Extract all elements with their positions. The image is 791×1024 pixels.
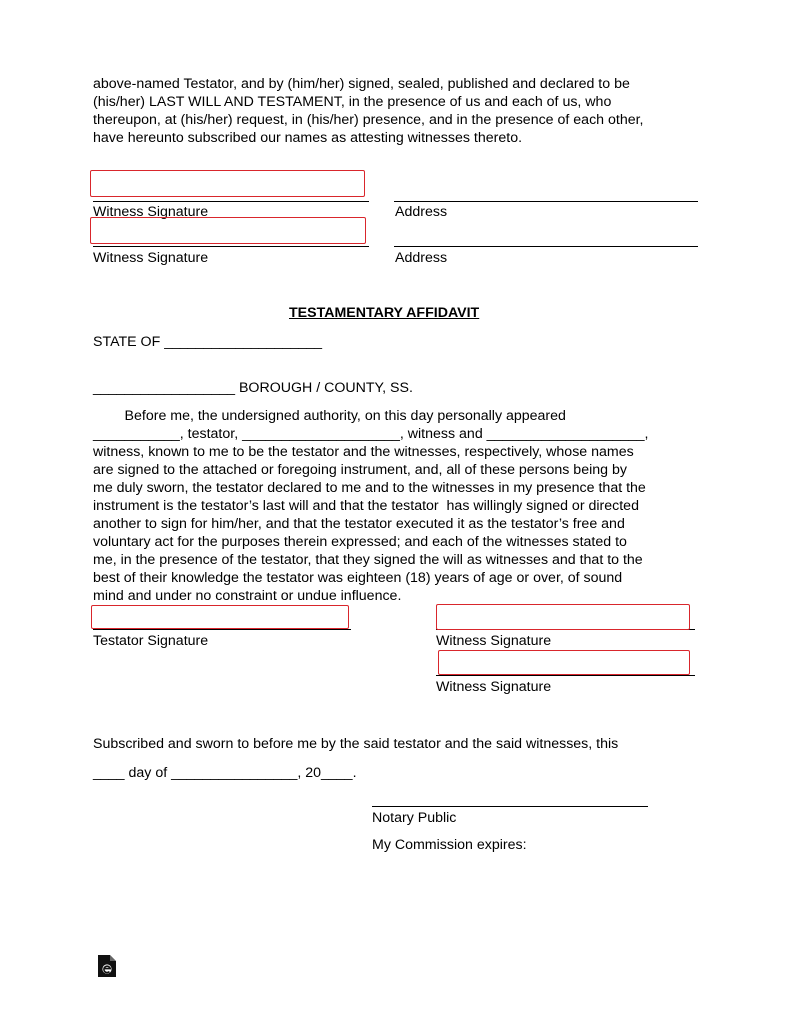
- affidavit-heading: TESTAMENTARY AFFIDAVIT: [289, 305, 480, 321]
- witness-signature-label-1: Witness Signature: [93, 204, 209, 220]
- date-line: ____ day of ________________, 20____.: [93, 765, 357, 781]
- testator-signature-field[interactable]: [91, 605, 349, 629]
- testator-signature-label: Testator Signature: [93, 633, 209, 649]
- commission-expires-label: My Commission expires:: [372, 837, 527, 853]
- witness-signature-label-4: Witness Signature: [436, 679, 552, 695]
- affidavit-line: ___________, testator, ____________________, witness and ____________________,: [93, 426, 649, 442]
- intro-line: (his/her) LAST WILL AND TESTAMENT, in the presence of us and each of us, who: [93, 94, 612, 110]
- affidavit-line: Before me, the undersigned authority, on this day personally appeared: [93, 408, 566, 424]
- affidavit-line: another to sign for him/her, and that the testator executed it as the testator’s free and: [93, 516, 625, 532]
- witness-signature-field-4[interactable]: [438, 650, 690, 675]
- witness-signature-field-3[interactable]: [436, 604, 690, 630]
- affidavit-line: mind and under no constraint or undue influence.: [93, 588, 402, 604]
- affidavit-line: are signed to the attached or foregoing instrument, and, all of these persons being by: [93, 462, 627, 478]
- county-line: __________________ BOROUGH / COUNTY, SS.: [93, 380, 413, 396]
- address-line-2: [394, 246, 698, 247]
- witness-signature-label-3: Witness Signature: [436, 633, 552, 649]
- affidavit-line: voluntary act for the purposes therein expressed; and each of the witnesses stated to: [93, 534, 627, 550]
- affidavit-line: witness, known to me to be the testator and the witnesses, respectively, whose names: [93, 444, 634, 460]
- witness-signature-field-2[interactable]: [90, 217, 366, 244]
- affidavit-line: instrument is the testator’s last will and that the testator has willingly signed or directed: [93, 498, 639, 514]
- witness-signature-line-1: [93, 201, 369, 202]
- address-label-2: Address: [395, 250, 448, 266]
- intro-line: thereupon, at (his/her) request, in (his/her) presence, and in the presence of each other,: [93, 112, 644, 128]
- address-label-1: Address: [395, 204, 448, 220]
- intro-paragraph: [93, 75, 703, 147]
- affidavit-line: me duly sworn, the testator declared to me and to the witnesses in my presence that the: [93, 480, 646, 496]
- witness-signature-field-1[interactable]: [90, 170, 365, 197]
- notary-signature-line: [372, 806, 648, 807]
- sworn-statement: Subscribed and sworn to before me by the said testator and the said witnesses, this: [93, 736, 619, 752]
- document-e-logo-icon: [97, 954, 117, 978]
- affidavit-line: me, in the presence of the testator, that they signed the will as witnesses and that to the: [93, 552, 643, 568]
- affidavit-body: [93, 407, 713, 605]
- address-line-1: [394, 201, 698, 202]
- affidavit-line: best of their knowledge the testator was eighteen (18) years of age or over, of sound: [93, 570, 623, 586]
- notary-public-label: Notary Public: [372, 810, 457, 826]
- intro-line: above-named Testator, and by (him/her) signed, sealed, published and declared to be: [93, 76, 630, 92]
- intro-line: have hereunto subscribed our names as attesting witnesses thereto.: [93, 130, 523, 146]
- witness-signature-label-2: Witness Signature: [93, 250, 209, 266]
- testator-signature-line: [93, 629, 351, 630]
- witness-signature-line-2: [93, 246, 369, 247]
- witness-signature-line-4: [436, 675, 695, 676]
- state-of-line: STATE OF ____________________: [93, 334, 323, 350]
